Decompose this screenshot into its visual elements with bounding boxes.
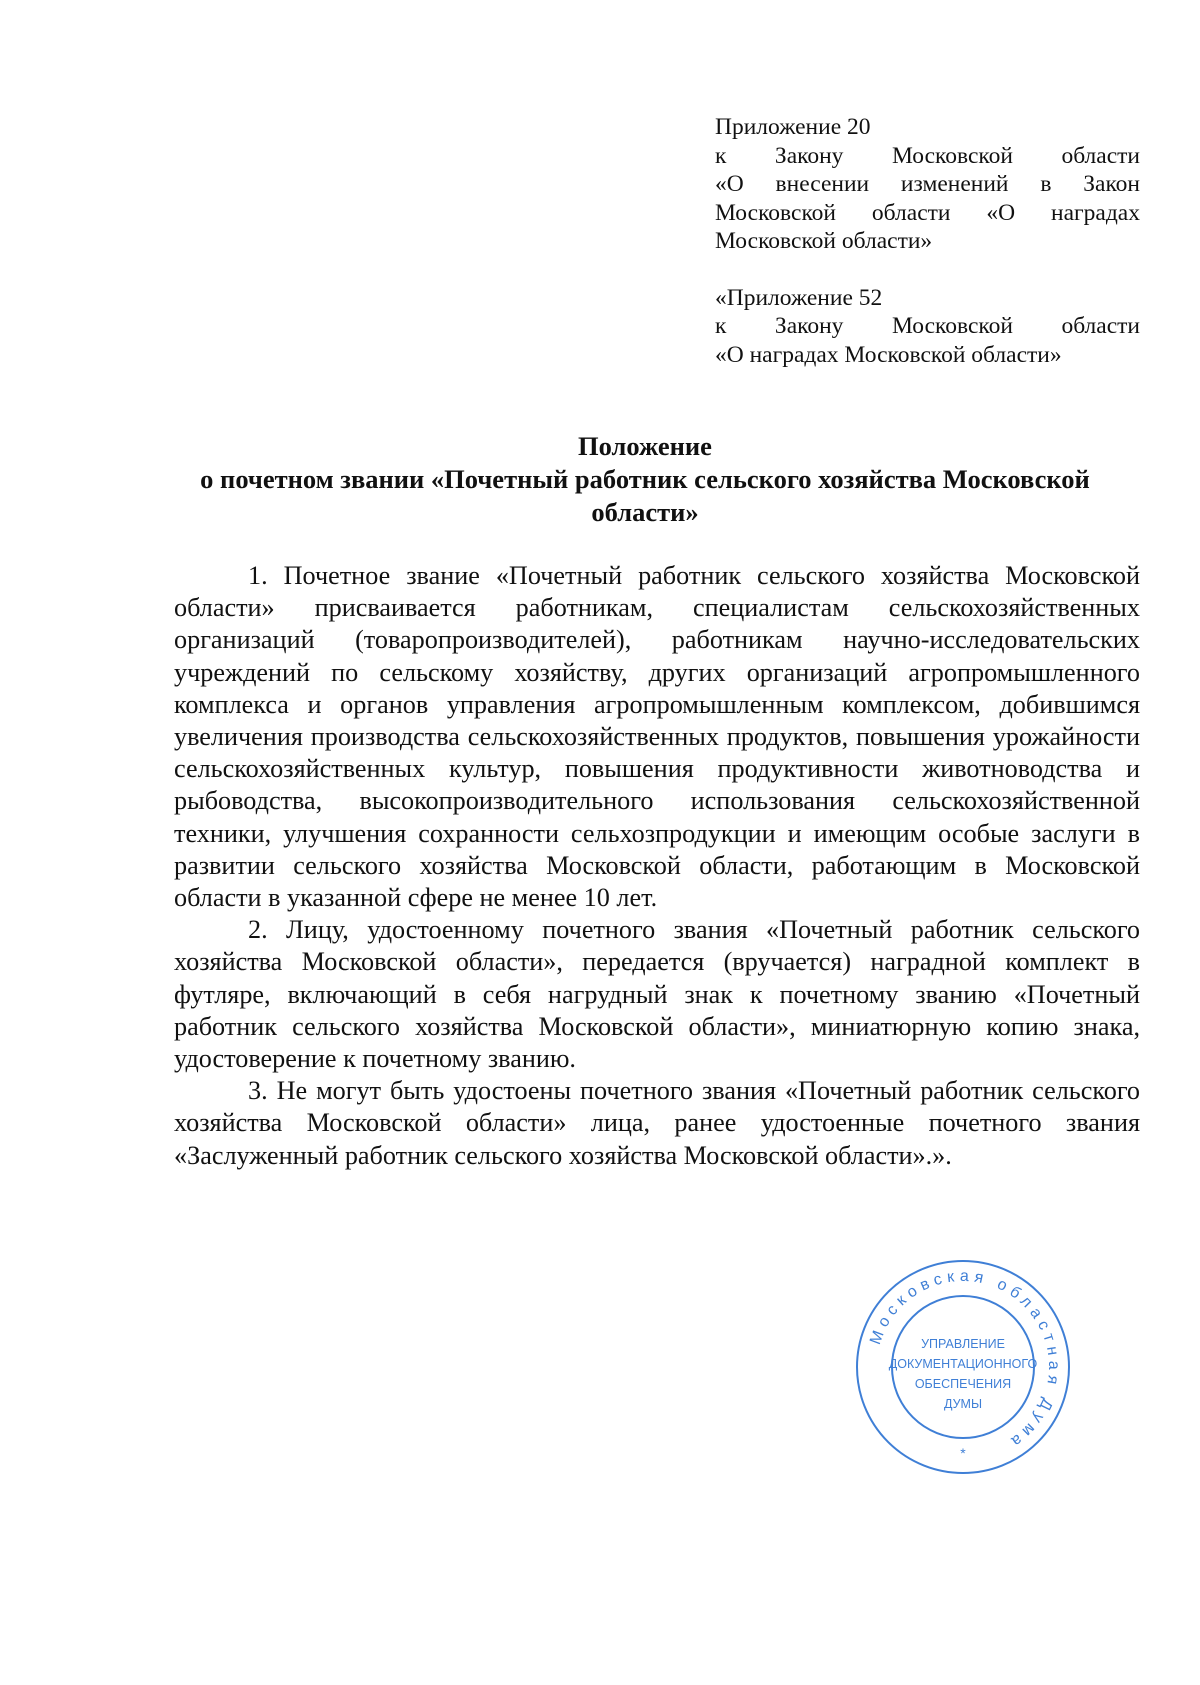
stamp-center-line: ОБЕСПЕЧЕНИЯ (914, 1377, 1012, 1391)
appendix-header (715, 113, 1140, 369)
title-line-2: о почетном звании «Почетный работник сельского хозяйства Московской области» (200, 464, 1090, 527)
stamp-center-line: УПРАВЛЕНИЕ (921, 1337, 1005, 1351)
paragraph-2: 2. Лицу, удостоенному почетного звания «Почетный работник сельского хозяйства Московской области», передается (вручается) наградной комплект в футляре, включающий в себя нагрудный знак к почетному званию «Почетный работник сельского хозяйства Московской области», миниатюрную копию знака, удостоверение к почетному званию. (174, 915, 1140, 1074)
document-title (150, 430, 1140, 529)
stamp-center-line: ДУМЫ (943, 1397, 983, 1411)
appendix-line: «Приложение 52 (715, 284, 883, 311)
paragraph-1: 1. Почетное звание «Почетный работник сельского хозяйства Московской области» присваивается работникам, специалистам сельскохозяйственных организаций (товаропроизводителей), работникам научно-исследовательских учреждений по сельскому хозяйству, других организаций агропромышленного комплекса и органов управления агропромышленным комплексом, добившимся увеличения производства сельскохозяйственных продуктов, повышения урожайности сельскохозяйственных культур, повышения продуктивности животноводства и рыбоводства, высокопроизводительного использования сельскохозяйственной техники, улучшения сохранности сельхозпродукции и имеющим особые заслуги в развитии сельского хозяйства Московской области, работающим в Московской области в указанной сфере не менее 10 лет. (174, 561, 1140, 913)
document-body (174, 560, 1140, 1172)
stamp-center-line: ДОКУМЕНТАЦИОННОГО (888, 1357, 1038, 1371)
stamp-center-text (889, 1337, 1038, 1411)
stamp-star-icon: * (960, 1445, 966, 1461)
appendix-line: Московской области» (715, 228, 933, 254)
appendix-line: к Закону Московской области (715, 142, 1140, 169)
official-stamp (854, 1258, 1072, 1476)
stamp-ring-text: Московская областная Дума (867, 1267, 1063, 1453)
appendix-line: Приложение 20 (715, 114, 871, 140)
appendix-line: Московской области «О наградах (715, 199, 1140, 226)
paragraph-3: 3. Не могут быть удостоены почетного звания «Почетный работник сельского хозяйства Московской области» лица, ранее удостоенные почетного звания «Заслуженный работник сельского хозяйства Московской области».». (174, 1076, 1140, 1170)
appendix-line: «О внесении изменений в Закон (715, 171, 1140, 197)
appendix-line: «О наградах Московской области» (715, 341, 1062, 368)
appendix-gap (715, 256, 1140, 284)
title-line-1: Положение (578, 431, 712, 461)
appendix-line: к Закону Московской области (715, 313, 1140, 339)
